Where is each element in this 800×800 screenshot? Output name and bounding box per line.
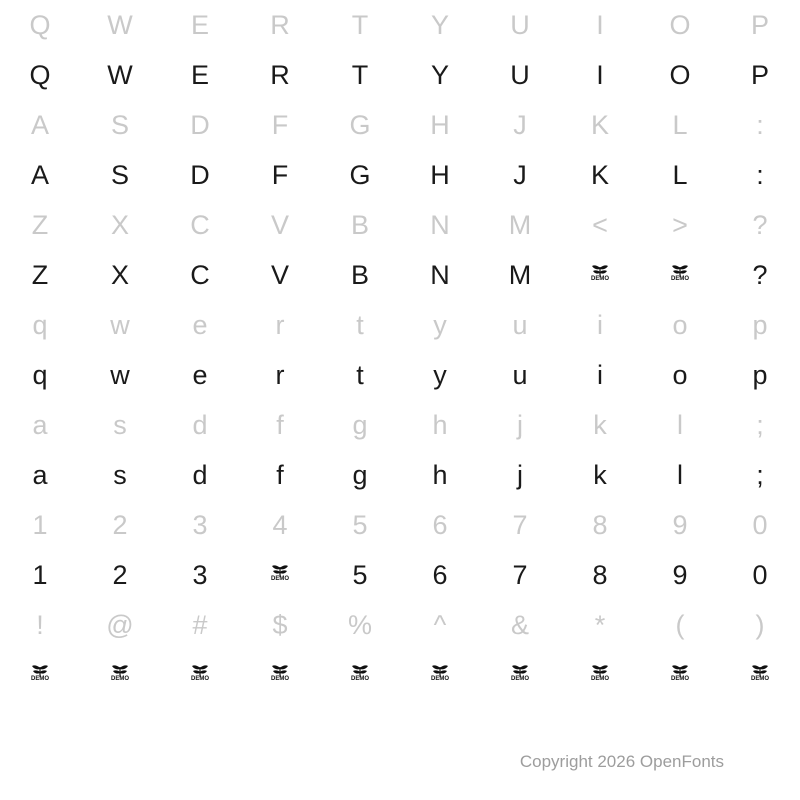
glyph-cell: H	[430, 109, 450, 140]
glyph-cell: 6	[432, 509, 448, 540]
glyph-cell: j	[517, 409, 523, 440]
demo-watermark-icon	[400, 650, 480, 700]
glyph-cell: k	[593, 409, 607, 440]
glyph-cell: 8	[592, 559, 608, 590]
demo-mark-label: DEMO	[31, 676, 49, 682]
glyph-cell: V	[270, 209, 289, 240]
glyph-cell: S	[110, 159, 129, 190]
demo-watermark-icon	[320, 650, 400, 700]
demo-watermark-icon	[240, 550, 320, 600]
glyph-cell: e	[192, 309, 208, 340]
glyph-cell: Q	[29, 9, 51, 40]
glyph-cell: w	[110, 359, 130, 390]
glyph-cell: j	[517, 459, 523, 490]
demo-mark-label: DEMO	[271, 676, 289, 682]
demo-mark	[29, 664, 51, 686]
glyph-cell: E	[190, 59, 209, 90]
demo-mark-label: DEMO	[751, 676, 769, 682]
glyph-cell: )	[755, 609, 765, 640]
glyph-cell: 4	[272, 509, 288, 540]
glyph-cell: o	[672, 309, 688, 340]
glyph-cell: N	[430, 209, 450, 240]
glyph-cell: l	[677, 409, 683, 440]
glyph-cell: t	[356, 309, 364, 340]
glyph-cell: F	[271, 159, 289, 190]
glyph-cell: y	[433, 309, 447, 340]
glyph-cell: D	[190, 159, 210, 190]
glyph-cell: ?	[752, 259, 768, 290]
demo-watermark-icon	[720, 650, 800, 700]
glyph-cell: y	[433, 359, 447, 390]
glyph-cell: i	[597, 309, 603, 340]
glyph-cell: 8	[592, 509, 608, 540]
glyph-cell: h	[432, 459, 448, 490]
demo-mark	[269, 564, 291, 586]
glyph-cell: 1	[32, 559, 48, 590]
glyph-cell: N	[430, 259, 450, 290]
glyph-cell: M	[508, 209, 532, 240]
glyph-cell: L	[672, 159, 688, 190]
glyph-cell: I	[596, 59, 604, 90]
glyph-cell: Y	[430, 9, 449, 40]
glyph-cell: r	[275, 309, 285, 340]
glyph-cell: 2	[112, 509, 128, 540]
glyph-cell: B	[350, 259, 369, 290]
glyph-cell: 0	[752, 559, 768, 590]
glyph-cell: !	[36, 609, 44, 640]
glyph-cell: u	[512, 359, 528, 390]
glyph-cell: D	[190, 109, 210, 140]
glyph-cell: a	[32, 459, 48, 490]
glyph-cell: H	[430, 159, 450, 190]
glyph-cell: ^	[433, 609, 447, 640]
glyph-cell: 6	[432, 559, 448, 590]
glyph-cell: B	[350, 209, 369, 240]
demo-mark-label: DEMO	[271, 576, 289, 582]
demo-mark	[749, 664, 771, 686]
demo-mark	[669, 264, 691, 286]
glyph-cell: >	[672, 209, 688, 240]
glyph-cell: q	[32, 359, 48, 390]
glyph-cell: g	[352, 409, 368, 440]
demo-mark-label: DEMO	[351, 676, 369, 682]
demo-mark	[509, 664, 531, 686]
glyph-cell: S	[110, 109, 129, 140]
glyph-cell: A	[30, 109, 49, 140]
demo-mark-label: DEMO	[191, 676, 209, 682]
demo-mark	[429, 664, 451, 686]
glyph-cell: :	[756, 159, 764, 190]
glyph-cell: P	[750, 9, 769, 40]
glyph-cell: f	[276, 459, 284, 490]
glyph-cell: R	[270, 9, 290, 40]
demo-watermark-icon	[160, 650, 240, 700]
glyph-cell: k	[593, 459, 607, 490]
demo-mark-label: DEMO	[111, 676, 129, 682]
copyright-notice: Copyright 2026 OpenFonts	[519, 752, 724, 771]
glyph-cell: G	[349, 159, 371, 190]
demo-mark-label: DEMO	[671, 276, 689, 282]
glyph-cell: 2	[112, 559, 128, 590]
glyph-cell: R	[270, 59, 290, 90]
glyph-cell: (	[675, 609, 685, 640]
glyph-cell: ;	[756, 459, 764, 490]
glyph-cell: F	[271, 109, 289, 140]
glyph-cell: p	[752, 309, 768, 340]
glyph-cell: 3	[192, 559, 208, 590]
glyph-cell: a	[32, 409, 48, 440]
glyph-cell: Z	[31, 259, 49, 290]
glyph-cell: <	[592, 209, 608, 240]
glyph-cell: O	[669, 9, 691, 40]
glyph-cell: X	[110, 259, 129, 290]
glyph-cell: A	[30, 159, 49, 190]
glyph-cell: @	[106, 609, 134, 640]
demo-watermark-icon	[240, 650, 320, 700]
glyph-cell: T	[351, 59, 369, 90]
glyph-cell: K	[590, 109, 609, 140]
demo-mark-label: DEMO	[511, 676, 529, 682]
glyph-cell: #	[192, 609, 208, 640]
glyph-cell: o	[672, 359, 688, 390]
glyph-cell: l	[677, 459, 683, 490]
glyph-cell: T	[351, 9, 369, 40]
glyph-cell: Z	[31, 209, 49, 240]
glyph-cell: s	[113, 459, 127, 490]
glyph-cell: r	[275, 359, 285, 390]
glyph-cell: W	[107, 59, 133, 90]
glyph-cell: w	[110, 309, 130, 340]
glyph-cell: 1	[32, 509, 48, 540]
demo-mark-label: DEMO	[671, 676, 689, 682]
glyph-cell: *	[594, 609, 606, 640]
demo-watermark-icon	[640, 250, 720, 300]
glyph-cell: Y	[430, 59, 449, 90]
demo-mark	[589, 264, 611, 286]
glyph-cell: C	[190, 209, 210, 240]
demo-mark	[349, 664, 371, 686]
demo-mark-label: DEMO	[431, 676, 449, 682]
glyph-cell: h	[432, 409, 448, 440]
demo-mark	[109, 664, 131, 686]
demo-mark	[269, 664, 291, 686]
glyph-cell: $	[272, 609, 288, 640]
glyph-cell: P	[750, 59, 769, 90]
glyph-cell: t	[356, 359, 364, 390]
glyph-cell: ;	[756, 409, 764, 440]
demo-mark	[669, 664, 691, 686]
demo-mark	[589, 664, 611, 686]
glyph-cell: 7	[512, 559, 528, 590]
glyph-cell: U	[510, 59, 530, 90]
glyph-cell: L	[672, 109, 688, 140]
glyph-cell: 5	[352, 509, 368, 540]
glyph-cell: E	[190, 9, 209, 40]
demo-watermark-icon	[80, 650, 160, 700]
glyph-cell: K	[590, 159, 609, 190]
glyph-cell: e	[192, 359, 208, 390]
demo-watermark-icon	[560, 650, 640, 700]
demo-watermark-icon	[480, 650, 560, 700]
glyph-cell: %	[347, 609, 372, 640]
glyph-cell: C	[190, 259, 210, 290]
glyph-cell: 9	[672, 559, 688, 590]
glyph-cell: 5	[352, 559, 368, 590]
glyph-cell: u	[512, 309, 528, 340]
glyph-cell: f	[276, 409, 284, 440]
glyph-cell: J	[513, 159, 527, 190]
glyph-cell: V	[270, 259, 289, 290]
glyph-cell: &	[510, 609, 529, 640]
demo-mark-label: DEMO	[591, 676, 609, 682]
glyph-cell: O	[669, 59, 691, 90]
glyph-cell: 9	[672, 509, 688, 540]
glyph-cell: g	[352, 459, 368, 490]
glyph-cell: ?	[752, 209, 768, 240]
demo-watermark-icon	[640, 650, 720, 700]
glyph-cell: i	[597, 359, 603, 390]
glyph-cell: Q	[29, 59, 51, 90]
glyph-cell: W	[107, 9, 133, 40]
glyph-cell: s	[113, 409, 127, 440]
demo-watermark-icon	[0, 650, 80, 700]
glyph-cell: d	[192, 409, 208, 440]
glyph-cell: U	[510, 9, 530, 40]
glyph-cell: d	[192, 459, 208, 490]
demo-watermark-icon	[560, 250, 640, 300]
glyph-cell: 0	[752, 509, 768, 540]
glyph-cell: X	[110, 209, 129, 240]
demo-mark	[189, 664, 211, 686]
glyph-cell: G	[349, 109, 371, 140]
glyph-cell: q	[32, 309, 48, 340]
glyph-cell: p	[752, 359, 768, 390]
glyph-cell: J	[513, 109, 527, 140]
demo-mark-label: DEMO	[591, 276, 609, 282]
glyph-cell: :	[756, 109, 764, 140]
glyph-cell: I	[596, 9, 604, 40]
glyph-cell: 3	[192, 509, 208, 540]
glyph-cell: M	[508, 259, 532, 290]
glyph-cell: 7	[512, 509, 528, 540]
